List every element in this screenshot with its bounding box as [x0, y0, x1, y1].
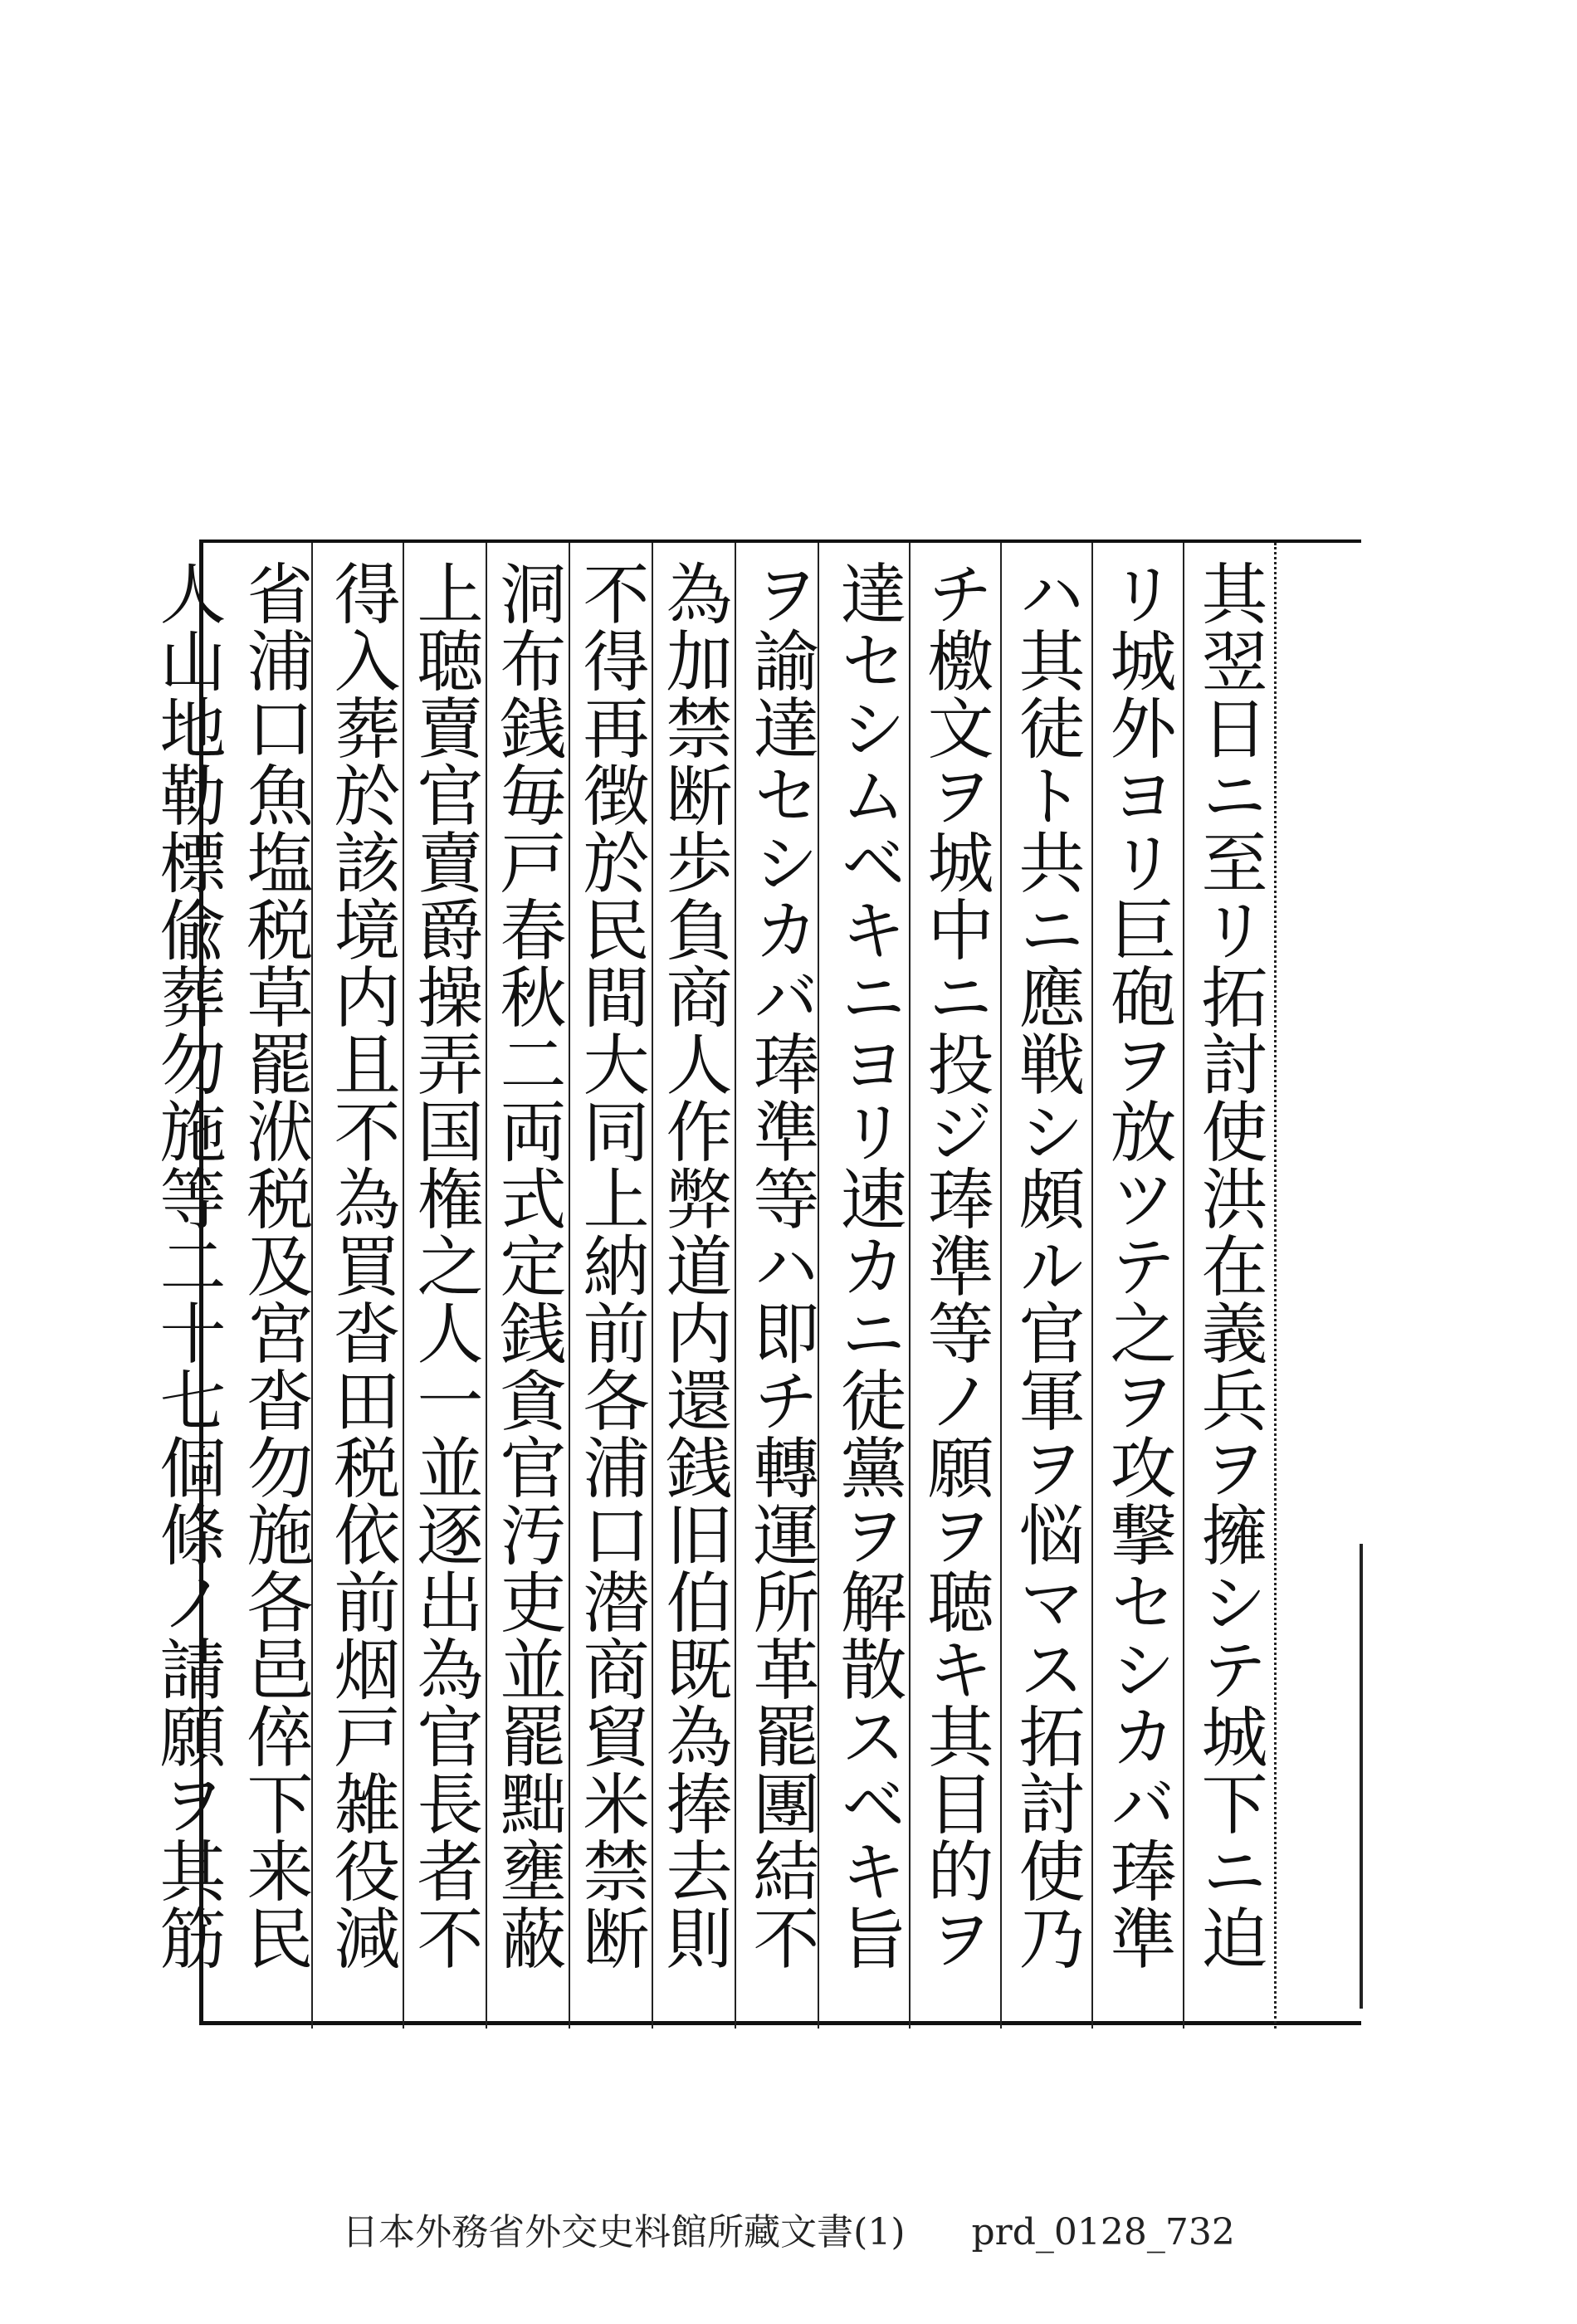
column-text: リ城外ヨリ巨砲ヲ放ツテ之ヲ攻撃セシカバ琫準 [1099, 559, 1176, 1971]
text-column [398, 559, 490, 2012]
column-text: 省浦口魚塩税草罷洑税及宮沓勿施各邑倅下来民 [236, 559, 313, 1971]
column-text: 達セシムベキニヨリ速カニ徒黨ヲ解散スベキ旨 [829, 559, 906, 1971]
column-text: ハ其徒ト共ニ應戦シ頗ル官軍ヲ悩マス拓討使乃 [1008, 559, 1085, 1971]
document-id: prd_0128_732 [971, 2211, 1235, 2253]
column-text: 其翌日ニ至リ拓討使洪在義兵ヲ擁シテ城下ニ迫 [1190, 559, 1267, 1971]
column-text: 洞布銭毎戸春秋二両式定銭貪官汚吏並罷黜壅蔽 [489, 559, 566, 1971]
text-column [1091, 559, 1183, 2012]
column-text: 為加禁断歩負商人作弊道内還銭旧伯既為捧去則 [655, 559, 732, 1971]
text-column [822, 559, 913, 2012]
text-column [1183, 559, 1274, 2012]
collection-caption: 日本外務省外交史料館所藏文書(1) [342, 2211, 906, 2253]
text-column [228, 559, 320, 2012]
column-text: 得入葬於該境内且不為買沓田税依前烟戸雑役減 [323, 559, 400, 1971]
column-text: 不得再徴於民間大同上納前各浦口潜商貿米禁断 [572, 559, 649, 1971]
page-footer [0, 2208, 1577, 2258]
column-rule [1274, 543, 1277, 2029]
column-text: チ檄文ヲ城中ニ投ジ琫準等ノ願ヲ聴キ其目的ヲ [916, 559, 994, 1971]
text-column [481, 559, 573, 2012]
text-column [1000, 559, 1091, 2012]
column-text: ヲ諭達セシカバ琫準等ハ即チ轉運所革罷團結不 [742, 559, 819, 1971]
text-column [141, 559, 232, 2012]
text-column [315, 559, 407, 2012]
text-column [564, 559, 656, 2012]
text-column [909, 559, 1000, 2012]
column-text: 上聴賣官賣爵操弄国権之人一並逐出為官長者不 [406, 559, 483, 1971]
text-column [735, 559, 826, 2012]
adjacent-page-fragment [1360, 1544, 1393, 2009]
column-text: 人山地勒標偸葬勿施等二十七個條ノ請願ヲ其筋 [149, 559, 226, 1971]
manuscript-frame [149, 540, 1361, 2025]
text-column [647, 559, 739, 2012]
